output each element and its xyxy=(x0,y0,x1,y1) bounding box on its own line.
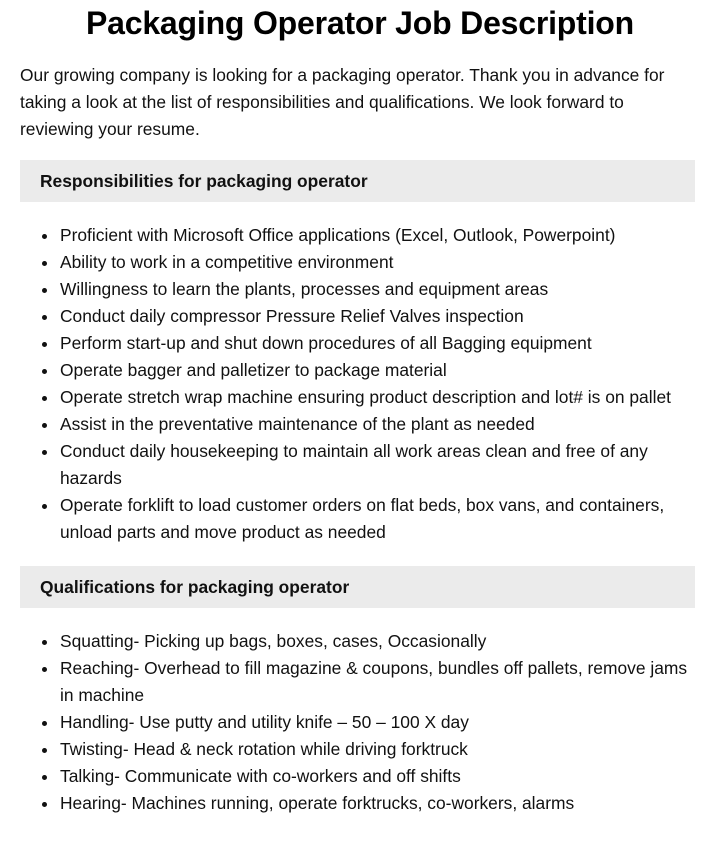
responsibilities-list xyxy=(20,222,700,546)
list-item: Squatting- Picking up bags, boxes, cases, Occasionally xyxy=(20,628,700,655)
page-title: Packaging Operator Job Description xyxy=(86,5,634,41)
qualifications-section-header xyxy=(20,566,695,608)
list-item: Proficient with Microsoft Office applications (Excel, Outlook, Powerpoint) xyxy=(20,222,700,249)
intro-paragraph: Our growing company is looking for a packaging operator. Thank you in advance for taking a look at the list of responsibilities and qualifications. We look forward to reviewing your resume. xyxy=(20,65,665,139)
list-item: Assist in the preventative maintenance of the plant as needed xyxy=(20,411,700,438)
qualifications-heading: Qualifications for packaging operator xyxy=(40,576,350,597)
list-item: Talking- Communicate with co-workers and off shifts xyxy=(20,763,700,790)
list-item: Perform start-up and shut down procedures of all Bagging equipment xyxy=(20,330,700,357)
qualifications-list xyxy=(20,628,700,817)
list-item: Reaching- Overhead to fill magazine & coupons, bundles off pallets, remove jams in machine xyxy=(20,655,700,709)
list-item: Operate bagger and palletizer to package material xyxy=(20,357,700,384)
list-item: Twisting- Head & neck rotation while driving forktruck xyxy=(20,736,700,763)
list-item: Handling- Use putty and utility knife – 50 – 100 X day xyxy=(20,709,700,736)
responsibilities-section-header xyxy=(20,160,695,202)
list-item: Operate stretch wrap machine ensuring product description and lot# is on pallet xyxy=(20,384,700,411)
list-item: Conduct daily compressor Pressure Relief Valves inspection xyxy=(20,303,700,330)
list-item: Hearing- Machines running, operate forktrucks, co-workers, alarms xyxy=(20,790,700,817)
list-item: Willingness to learn the plants, processes and equipment areas xyxy=(20,276,700,303)
responsibilities-heading: Responsibilities for packaging operator xyxy=(40,170,368,191)
list-item: Operate forklift to load customer orders on flat beds, box vans, and containers, unload parts and move product as needed xyxy=(20,492,700,546)
list-item: Conduct daily housekeeping to maintain all work areas clean and free of any hazards xyxy=(20,438,700,492)
list-item: Ability to work in a competitive environment xyxy=(20,249,700,276)
